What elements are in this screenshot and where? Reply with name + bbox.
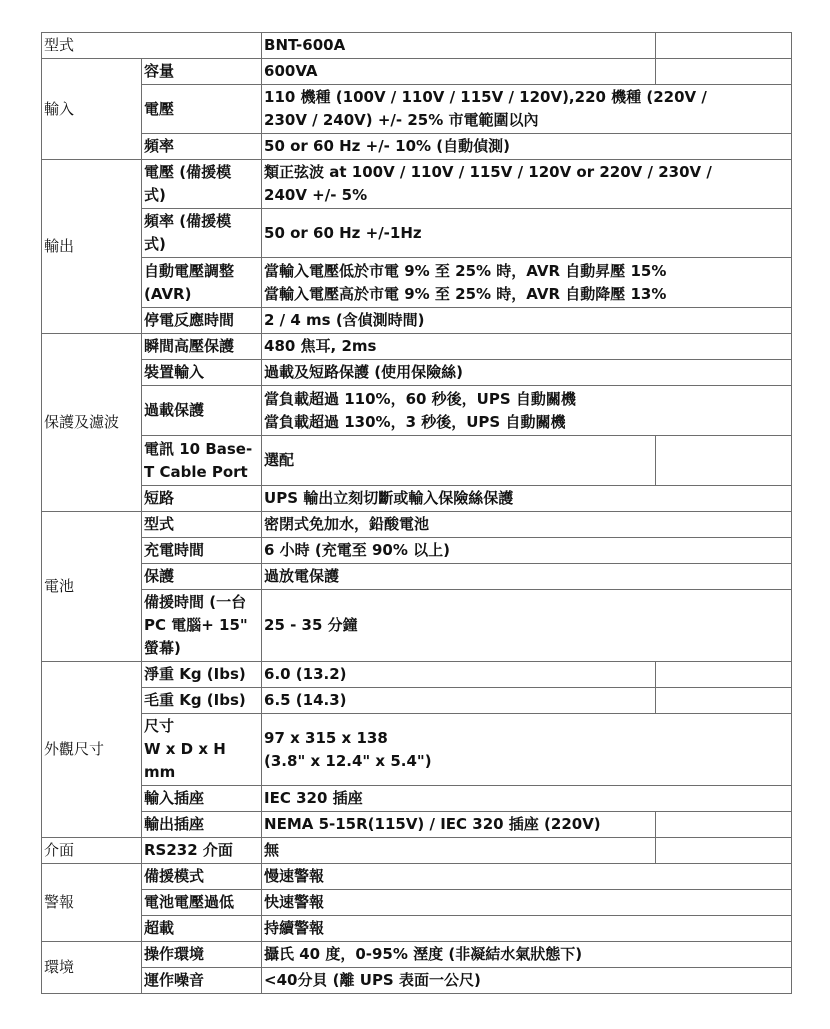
output-avr-value xyxy=(262,258,792,308)
row-physical-outlet xyxy=(42,812,792,838)
row-input-frequency xyxy=(42,134,792,160)
alarm-backup-value: 慢速警報 xyxy=(262,864,792,890)
alarm-overload-label: 超載 xyxy=(142,916,262,942)
output-voltage-value xyxy=(262,160,792,209)
output-avr-label-line2: (AVR) xyxy=(144,284,192,303)
interface-rs232-value: 無 xyxy=(262,838,656,864)
physical-dimensions-line2: (3.8" x 12.4" x 5.4") xyxy=(264,751,432,770)
input-capacity-label: 容量 xyxy=(142,59,262,85)
battery-backup-label-line2: PC 電腦+ 15" xyxy=(144,616,248,634)
row-battery-type xyxy=(42,512,792,538)
environment-noise-label: 運作噪音 xyxy=(142,968,262,994)
row-environment-operating xyxy=(42,942,792,968)
physical-inlet-label: 輸入插座 xyxy=(142,786,262,812)
empty-cell xyxy=(656,838,792,864)
row-protection-short xyxy=(42,486,792,512)
alarm-category: 警報 xyxy=(42,864,142,942)
row-model xyxy=(42,33,792,59)
protection-surge-value: 480 焦耳, 2ms xyxy=(262,334,792,360)
row-battery-backup xyxy=(42,590,792,662)
physical-gross-weight-label: 毛重 Kg (Ibs) xyxy=(142,688,262,714)
output-voltage-line1: 類正弦波 at 100V / 110V / 115V / 120V or 220V / 230V / xyxy=(264,163,712,181)
row-physical-gross-weight xyxy=(42,688,792,714)
environment-noise-value: <40分貝 (離 UPS 表面一公尺) xyxy=(262,968,792,994)
battery-type-value: 密閉式免加水，鉛酸電池 xyxy=(262,512,792,538)
battery-protect-value: 過放電保護 xyxy=(262,564,792,590)
row-physical-dimensions xyxy=(42,714,792,786)
row-physical-inlet xyxy=(42,786,792,812)
physical-dimensions-value xyxy=(262,714,792,786)
physical-inlet-value: IEC 320 插座 xyxy=(262,786,792,812)
protection-short-label: 短路 xyxy=(142,486,262,512)
protection-network-value: 選配 xyxy=(262,436,656,486)
row-protection-input xyxy=(42,360,792,386)
row-battery-protect xyxy=(42,564,792,590)
output-voltage-label-line2: 式) xyxy=(144,186,166,204)
alarm-overload-value: 持續警報 xyxy=(262,916,792,942)
row-output-avr xyxy=(42,258,792,308)
physical-category: 外觀尺寸 xyxy=(42,662,142,838)
output-avr-label xyxy=(142,258,262,308)
protection-network-label xyxy=(142,436,262,486)
environment-operating-value: 攝氏 40 度，0-95% 溼度 (非凝結水氣狀態下) xyxy=(262,942,792,968)
protection-overload-line2: 當負載超過 130%，3 秒後，UPS 自動關機 xyxy=(264,412,566,431)
row-input-voltage xyxy=(42,85,792,134)
row-protection-overload xyxy=(42,386,792,436)
model-value: BNT-600A xyxy=(262,33,656,59)
empty-cell xyxy=(656,812,792,838)
physical-dimensions-label-line2: W x D x H xyxy=(144,740,226,758)
empty-cell xyxy=(656,688,792,714)
alarm-low-value: 快速警報 xyxy=(262,890,792,916)
row-battery-charge xyxy=(42,538,792,564)
battery-charge-label: 充電時間 xyxy=(142,538,262,564)
protection-network-label-line2: T Cable Port xyxy=(144,462,248,481)
output-voltage-label-line1: 電壓 (備援模 xyxy=(144,163,232,181)
output-frequency-label-line1: 頻率 (備援模 xyxy=(144,212,232,230)
output-voltage-line2: 240V +/- 5% xyxy=(264,186,368,204)
battery-backup-label xyxy=(142,590,262,662)
output-voltage-label xyxy=(142,160,262,209)
row-input-capacity xyxy=(42,59,792,85)
output-avr-line2: 當輸入電壓高於市電 9% 至 25% 時，AVR 自動降壓 13% xyxy=(264,284,667,303)
physical-net-weight-value: 6.0 (13.2) xyxy=(262,662,656,688)
physical-dimensions-line1: 97 x 315 x 138 xyxy=(264,728,388,747)
protection-input-label: 裝置輸入 xyxy=(142,360,262,386)
output-avr-label-line1: 自動電壓調整 xyxy=(144,261,235,280)
battery-type-label: 型式 xyxy=(142,512,262,538)
protection-network-label-line1: 電訊 10 Base- xyxy=(144,439,253,458)
input-voltage-label: 電壓 xyxy=(142,85,262,134)
row-protection-network xyxy=(42,436,792,486)
output-transfer-label: 停電反應時間 xyxy=(142,308,262,334)
input-voltage-value xyxy=(262,85,792,134)
empty-cell xyxy=(656,436,792,486)
row-output-voltage xyxy=(42,160,792,209)
output-category: 輸出 xyxy=(42,160,142,334)
input-capacity-value: 600VA xyxy=(262,59,656,85)
output-avr-line1: 當輸入電壓低於市電 9% 至 25% 時，AVR 自動昇壓 15% xyxy=(264,261,667,280)
environment-category: 環境 xyxy=(42,942,142,994)
protection-overload-label: 過載保護 xyxy=(142,386,262,436)
row-interface xyxy=(42,838,792,864)
output-frequency-label xyxy=(142,209,262,258)
row-alarm-backup xyxy=(42,864,792,890)
input-voltage-line1: 110 機種 (100V / 110V / 115V / 120V),220 機種 (220V / xyxy=(264,88,707,106)
alarm-backup-label: 備援模式 xyxy=(142,864,262,890)
input-voltage-line2: 230V / 240V) +/- 25% 市電範圍以內 xyxy=(264,111,539,129)
row-output-frequency xyxy=(42,209,792,258)
battery-category: 電池 xyxy=(42,512,142,662)
protection-input-value: 過載及短路保護 (使用保險絲) xyxy=(262,360,792,386)
physical-dimensions-label-line1: 尺寸 xyxy=(144,717,175,735)
row-alarm-overload xyxy=(42,916,792,942)
row-protection-surge xyxy=(42,334,792,360)
physical-gross-weight-value: 6.5 (14.3) xyxy=(262,688,656,714)
output-transfer-value: 2 / 4 ms (含偵測時間) xyxy=(262,308,792,334)
empty-cell xyxy=(656,33,792,59)
environment-operating-label: 操作環境 xyxy=(142,942,262,968)
battery-protect-label: 保護 xyxy=(142,564,262,590)
row-environment-noise xyxy=(42,968,792,994)
output-frequency-value: 50 or 60 Hz +/-1Hz xyxy=(262,209,792,258)
empty-cell xyxy=(656,59,792,85)
physical-dimensions-label-line3: mm xyxy=(144,763,176,781)
battery-backup-value: 25 - 35 分鐘 xyxy=(262,590,792,662)
protection-surge-label: 瞬間高壓保護 xyxy=(142,334,262,360)
physical-outlet-label: 輸出插座 xyxy=(142,812,262,838)
protection-overload-line1: 當負載超過 110%，60 秒後，UPS 自動關機 xyxy=(264,389,576,408)
alarm-low-label: 電池電壓過低 xyxy=(142,890,262,916)
protection-overload-value xyxy=(262,386,792,436)
interface-category: 介面 xyxy=(42,838,142,864)
battery-backup-label-line3: 螢幕) xyxy=(144,639,181,657)
input-frequency-label: 頻率 xyxy=(142,134,262,160)
row-output-transfer xyxy=(42,308,792,334)
input-frequency-value: 50 or 60 Hz +/- 10% (自動偵測) xyxy=(262,134,792,160)
input-category: 輸入 xyxy=(42,59,142,160)
physical-net-weight-label: 淨重 Kg (Ibs) xyxy=(142,662,262,688)
physical-dimensions-label xyxy=(142,714,262,786)
model-label: 型式 xyxy=(42,33,262,59)
battery-charge-value: 6 小時 (充電至 90% 以上) xyxy=(262,538,792,564)
row-physical-net-weight xyxy=(42,662,792,688)
physical-outlet-value: NEMA 5-15R(115V) / IEC 320 插座 (220V) xyxy=(262,812,656,838)
protection-category: 保護及濾波 xyxy=(42,334,142,512)
empty-cell xyxy=(656,662,792,688)
output-frequency-label-line2: 式) xyxy=(144,235,166,253)
interface-rs232-label: RS232 介面 xyxy=(142,838,262,864)
spec-table xyxy=(41,32,792,994)
battery-backup-label-line1: 備援時間 (一台 xyxy=(144,593,247,611)
protection-short-value: UPS 輸出立刻切斷或輸入保險絲保護 xyxy=(262,486,792,512)
row-alarm-low xyxy=(42,890,792,916)
